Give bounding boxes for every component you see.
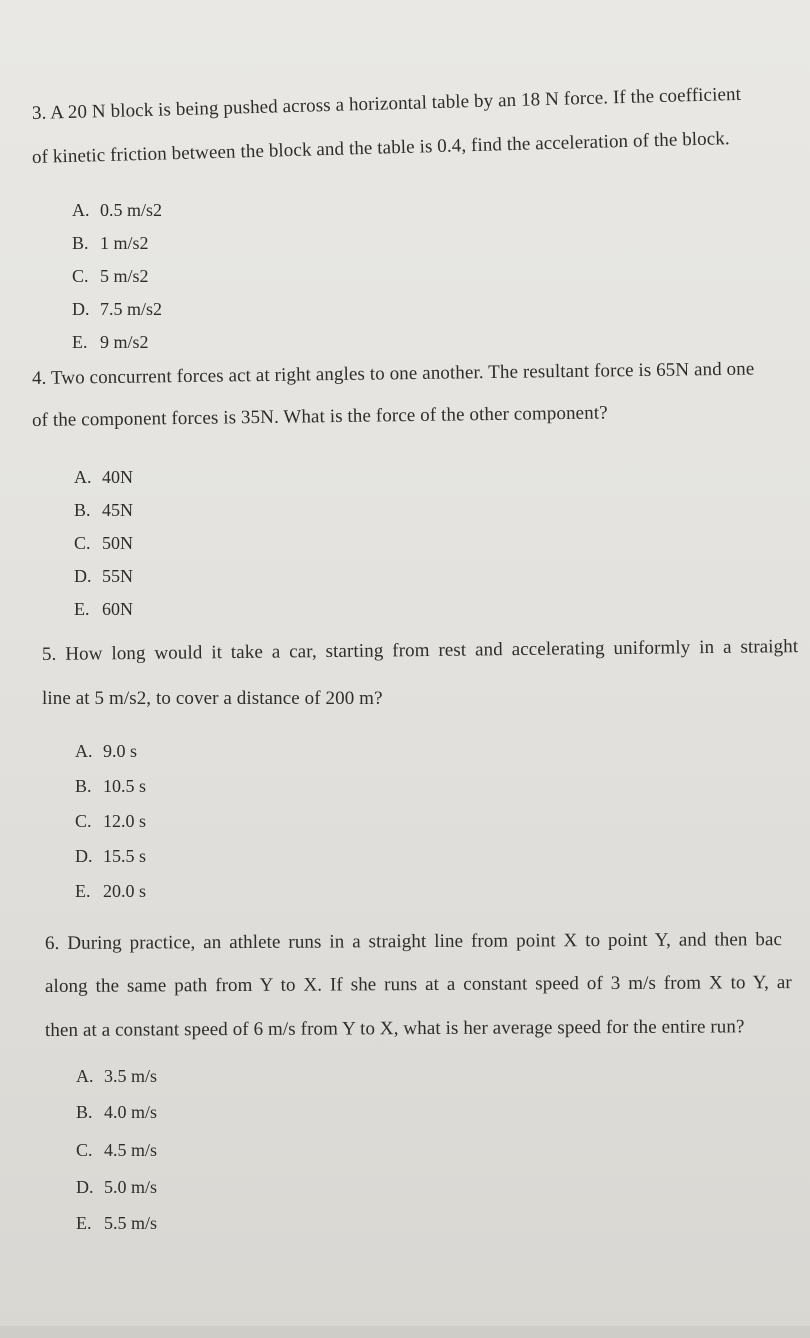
question-3-text-line-2: of kinetic friction between the block and the table is 0.4, find the acceleration of the block. [31, 128, 731, 168]
question-3-option-e[interactable] [72, 332, 149, 353]
question-3-line-1 [32, 84, 742, 125]
option-text: 5 m/s2 [100, 266, 149, 286]
question-6-text-line-3: then at a constant speed of 6 m/s from Y to X, what is her average speed for the entire run? [44, 1016, 745, 1041]
option-text: 55N [102, 566, 133, 586]
option-letter: D. [76, 1177, 94, 1197]
option-letter: D. [72, 299, 90, 319]
question-4-option-e[interactable] [74, 599, 133, 620]
option-text: 9 m/s2 [100, 332, 149, 352]
question-6-option-e[interactable] [76, 1213, 157, 1234]
option-text: 4.5 m/s [104, 1140, 158, 1160]
option-letter: B. [74, 500, 91, 520]
option-text: 9.0 s [103, 741, 138, 761]
option-letter: C. [76, 1140, 93, 1160]
option-text: 10.5 s [103, 776, 147, 796]
option-letter: E. [76, 1213, 92, 1233]
question-3-text-line-1: A 20 N block is being pushed across a horizontal table by an 18 N force. If the coefficient [49, 83, 742, 124]
question-4-option-c[interactable] [74, 533, 133, 554]
option-text: 7.5 m/s2 [100, 299, 163, 319]
option-letter: D. [75, 846, 93, 866]
question-4-text-line-1: Two concurrent forces act at right angles to one another. The resultant force is 65N and one [50, 358, 755, 389]
question-4-option-d[interactable] [74, 566, 133, 587]
option-text: 4.0 m/s [104, 1102, 158, 1122]
option-letter: A. [74, 467, 92, 487]
question-6-option-d[interactable] [76, 1177, 157, 1198]
option-letter: C. [72, 266, 89, 286]
question-6-text-line-2: along the same path from Y to X. If she runs at a constant speed of 3 m/s from X to Y, ar [44, 972, 792, 997]
question-6-option-b[interactable] [76, 1102, 157, 1123]
option-text: 15.5 s [103, 846, 147, 866]
question-4-option-a[interactable] [74, 467, 133, 488]
option-text: 40N [102, 467, 133, 487]
question-6-option-c[interactable] [76, 1140, 157, 1161]
option-letter: B. [76, 1102, 93, 1122]
question-5-option-c[interactable] [75, 811, 146, 832]
paper-bottom-edge [0, 1326, 810, 1338]
question-3-option-d[interactable] [72, 299, 162, 320]
option-letter: E. [72, 332, 88, 352]
option-text: 60N [102, 599, 133, 619]
question-5-option-b[interactable] [75, 776, 146, 797]
question-5-line-1 [42, 636, 798, 666]
option-text: 12.0 s [103, 811, 147, 831]
option-letter: C. [75, 811, 92, 831]
question-4-text-line-2: of the component forces is 35N. What is the force of the other component? [31, 402, 608, 431]
question-5-text-line-2: line at 5 m/s2, to cover a distance of 200 m? [42, 688, 383, 709]
question-3-option-c[interactable] [72, 266, 149, 287]
question-5-option-e[interactable] [75, 881, 146, 902]
question-3-number: 3. [31, 102, 47, 124]
question-5-number: 5. [41, 643, 57, 665]
option-text: 5.0 m/s [104, 1177, 158, 1197]
option-letter: E. [74, 599, 90, 619]
option-letter: E. [75, 881, 91, 901]
question-4-number: 4. [31, 367, 47, 389]
question-6-number: 6. [44, 932, 60, 954]
question-5-option-a[interactable] [75, 741, 137, 762]
question-6-option-a[interactable] [76, 1066, 157, 1087]
question-4-line-1 [32, 359, 755, 390]
option-text: 1 m/s2 [100, 233, 149, 253]
option-text: 0.5 m/s2 [100, 200, 163, 220]
question-6-line-1 [45, 929, 782, 955]
question-5-text-line-1: How long would it take a car, starting from rest and accelerating uniformly in a straight [65, 636, 799, 665]
option-letter: A. [76, 1066, 94, 1086]
option-text: 45N [102, 500, 133, 520]
option-letter: A. [72, 200, 90, 220]
option-letter: A. [75, 741, 93, 761]
option-letter: B. [75, 776, 92, 796]
question-5-option-d[interactable] [75, 846, 146, 867]
question-3-option-b[interactable] [72, 233, 149, 254]
option-letter: B. [72, 233, 89, 253]
question-4-option-b[interactable] [74, 500, 133, 521]
question-3-option-a[interactable] [72, 200, 162, 221]
option-letter: C. [74, 533, 91, 553]
option-text: 3.5 m/s [104, 1066, 158, 1086]
option-letter: D. [74, 566, 92, 586]
option-text: 50N [102, 533, 133, 553]
question-6-text-line-1: During practice, an athlete runs in a straight line from point X to point Y, and then bac [67, 929, 783, 954]
option-text: 5.5 m/s [104, 1213, 158, 1233]
option-text: 20.0 s [103, 881, 147, 901]
